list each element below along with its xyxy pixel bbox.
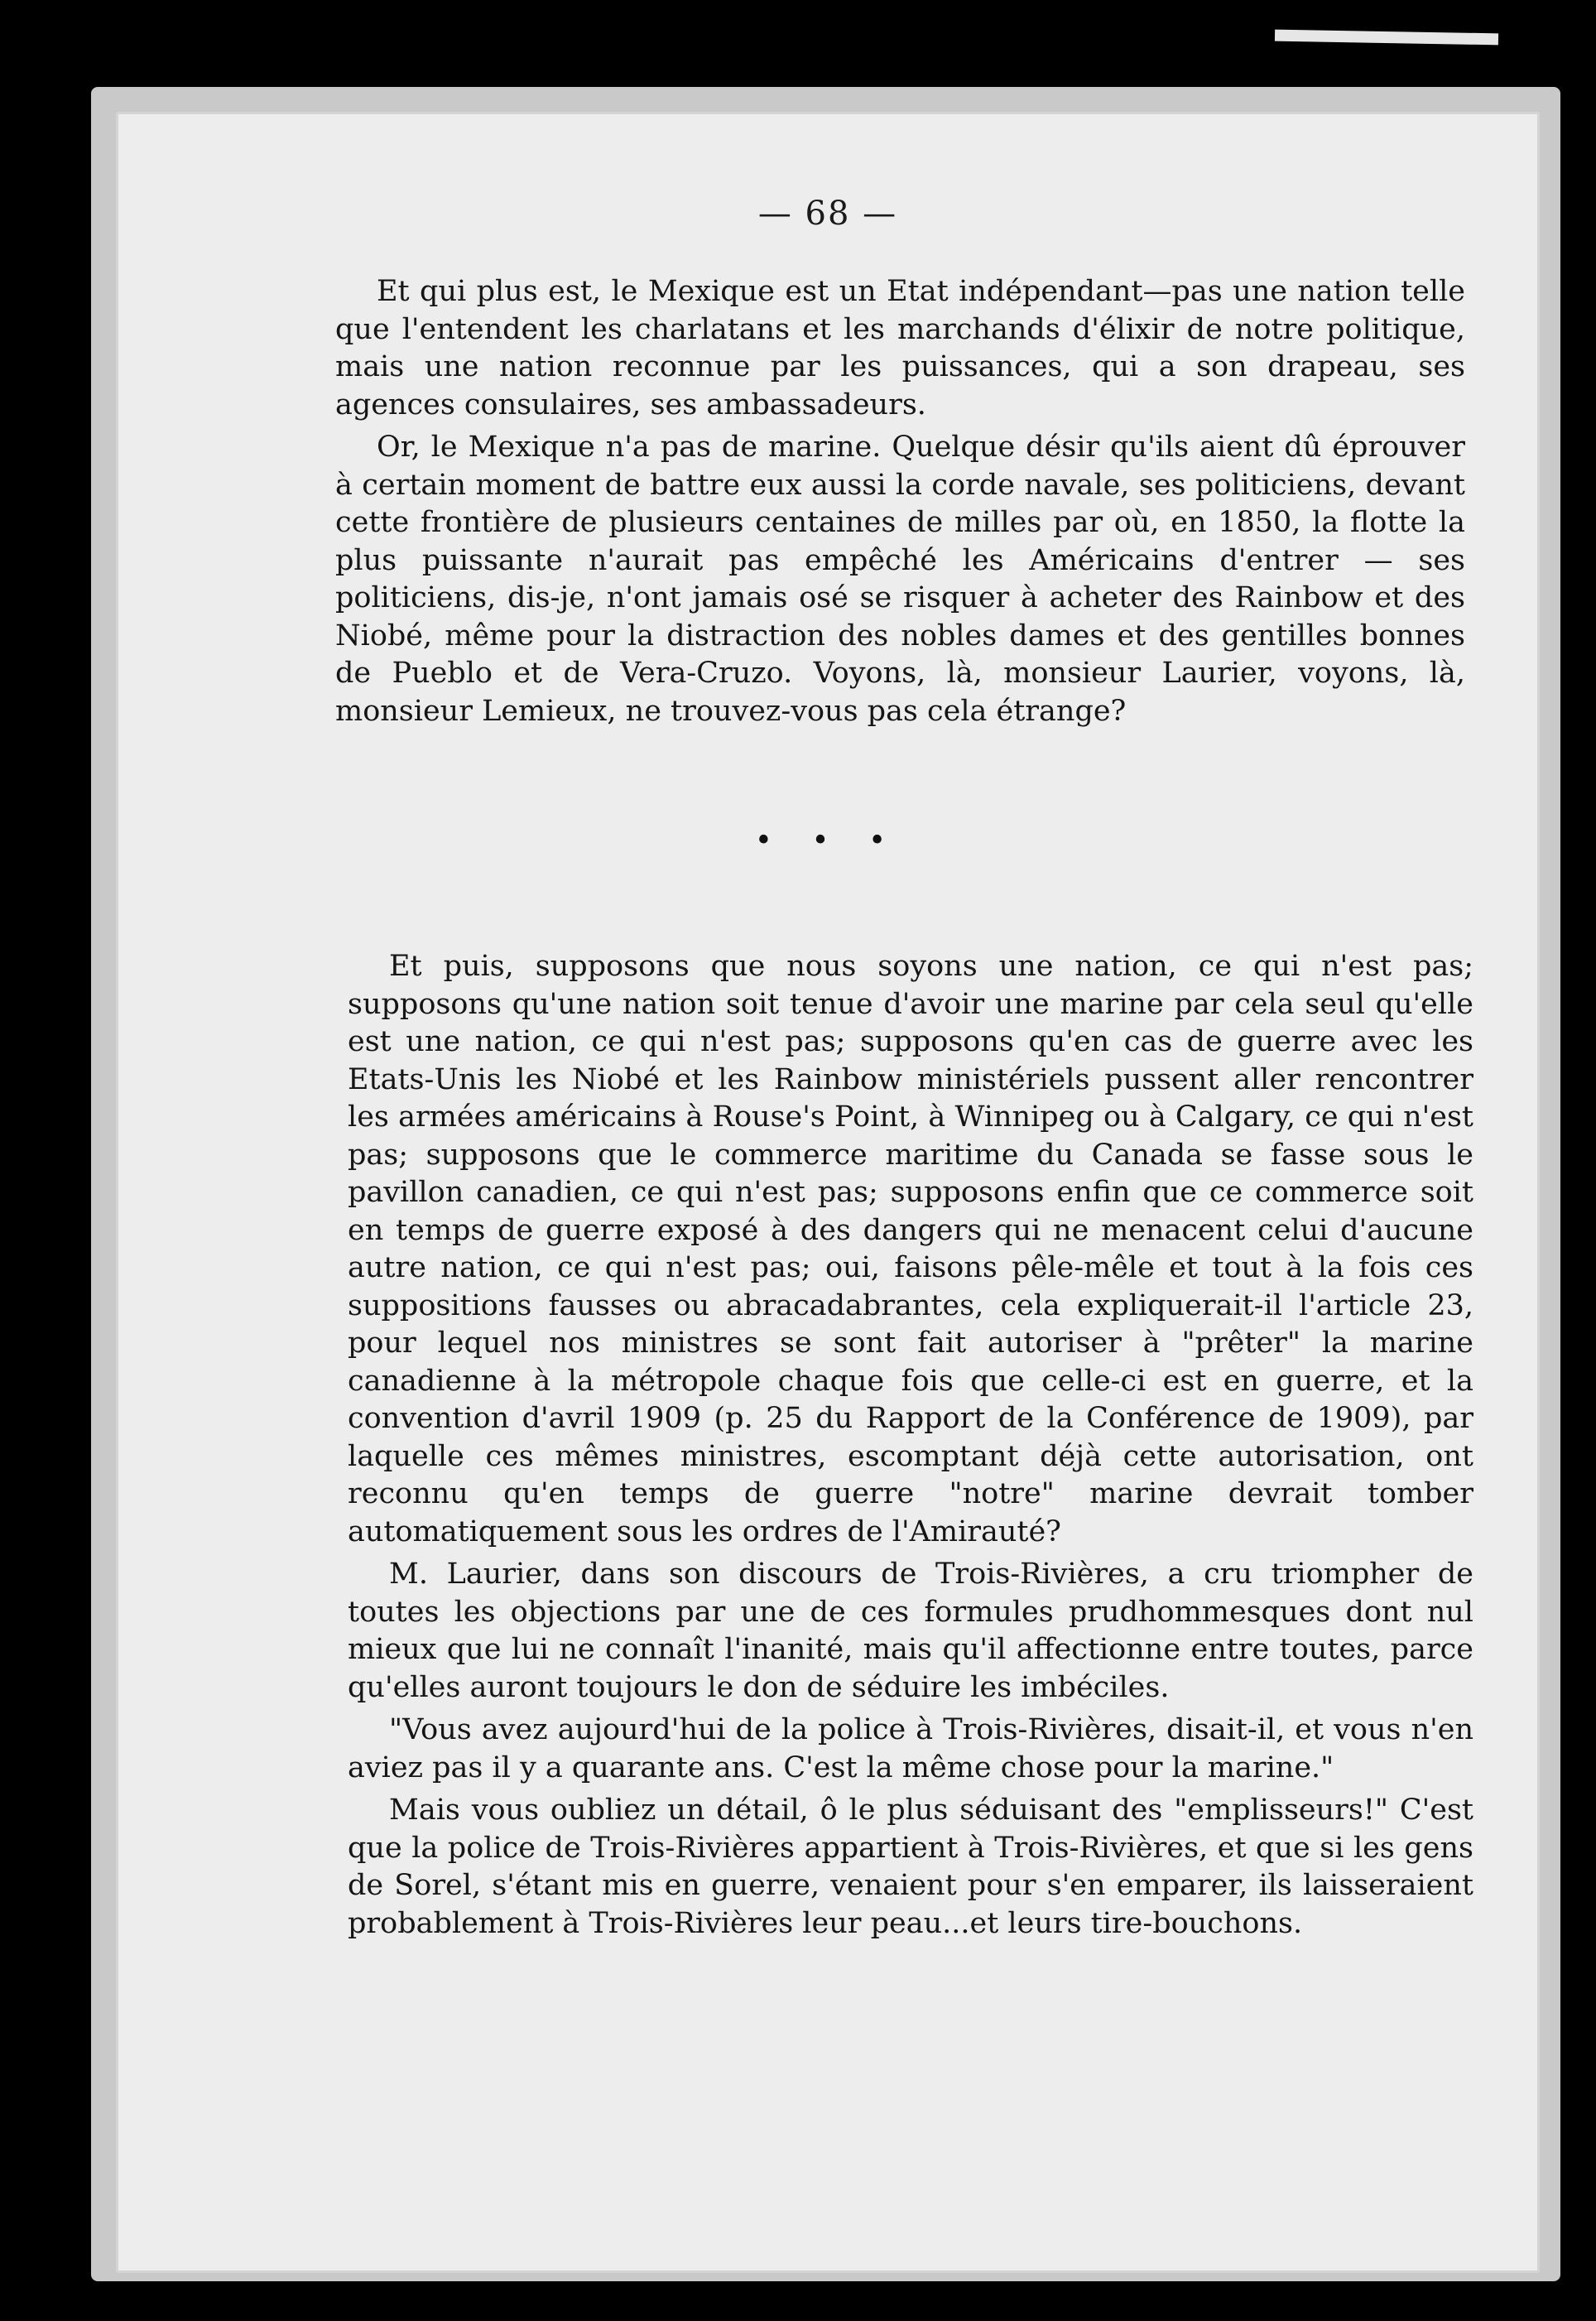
- paragraph-mexique-etat: Et qui plus est, le Mexique est un Etat indépendant—pas une nation telle que l'entendent les charlatans et les marchands d'élixir de notre politique, mais une nation reconnue par les puissances, qui a son drapeau, ses agences consulaires, ses ambassadeurs.: [335, 275, 1465, 421]
- text-block-bottom: [348, 948, 1473, 1948]
- text-block-top: [335, 273, 1465, 735]
- paragraph-quote-police: "Vous avez aujourd'hui de la police à Trois-Rivières, disait-il, et vous n'en aviez pas il y a quarante ans. C'est la même chose pour la marine.": [348, 1713, 1473, 1784]
- paragraph-suppositions: Et puis, supposons que nous soyons une nation, ce qui n'est pas; supposons qu'une nation soit tenue d'avoir une marine par cela seul qu'elle est une nation, ce qui n'est pas; supposons qu'en cas de guerre avec les Etats-Unis les Niobé et les Rainbow ministériels pussent aller rencontrer les armées américains à Rouse's Point, à Winnipeg ou à Calgary, ce qui n'est pas; supposons que le commerce maritime du Canada se fasse sous le pavillon canadien, ce qui n'est pas; supposons enfin que ce commerce soit en temps de guerre exposé à des dangers qui ne menacent celui d'aucune autre nation, ce qui n'est pas; oui, faisons pêle-mêle et tout à la fois ces suppositions fausses ou abracadabrantes, cela expliquerait-il l'article 23, pour lequel nos ministres se sont fait autoriser à "prêter" la marine canadienne à la métropole chaque fois que celle-ci est en guerre, et la convention d'avril 1909 (p. 25 du Rapport de la Conférence de 1909), par laquelle ces mêmes ministres, escomptant déjà cette autorisation, ont reconnu qu'en temps de guerre "notre" marine devrait tomber automatiquement sous les ordres de l'Amirauté?: [348, 950, 1473, 1548]
- paragraph-mexique-marine: Or, le Mexique n'a pas de marine. Quelque désir qu'ils aient dû éprouver à certain moment de battre eux aussi la corde navale, ses politiciens, devant cette frontière de plusieurs centaines de milles par où, en 1850, la flotte la plus puissante n'aurait pas empêché les Américains d'entrer — ses politiciens, dis-je, n'ont jamais osé se risquer à acheter des Rainbow et des Niobé, même pour la distraction des nobles dames et des gentilles bonnes de Pueblo et de Vera-Cruzo. Voyons, là, monsieur Laurier, voyons, là, monsieur Lemieux, ne trouvez-vous pas cela étrange?: [335, 431, 1465, 728]
- scan-edge-strip: [1275, 30, 1498, 46]
- paragraph-detail-police: Mais vous oubliez un détail, ô le plus séduisant des "emplisseurs!" C'est que la police de Trois-Rivières appartient à Trois-Rivières, et que si les gens de Sorel, s'étant mis en guerre, venaient pour s'en emparer, ils laisseraient probablement à Trois-Rivières leur peau...et leurs tire-bouchons.: [348, 1794, 1473, 1940]
- page-number: — 68 —: [757, 195, 898, 233]
- section-separator: • • •: [754, 824, 901, 858]
- document-page: [116, 112, 1540, 2273]
- paragraph-laurier-discours: M. Laurier, dans son discours de Trois-Rivières, a cru triompher de toutes les objections par une de ces formules prudhommesques dont nul mieux que lui ne connaît l'inanité, mais qu'il affectionne entre toutes, parce qu'elles auront toujours le don de séduire les imbéciles.: [348, 1558, 1473, 1704]
